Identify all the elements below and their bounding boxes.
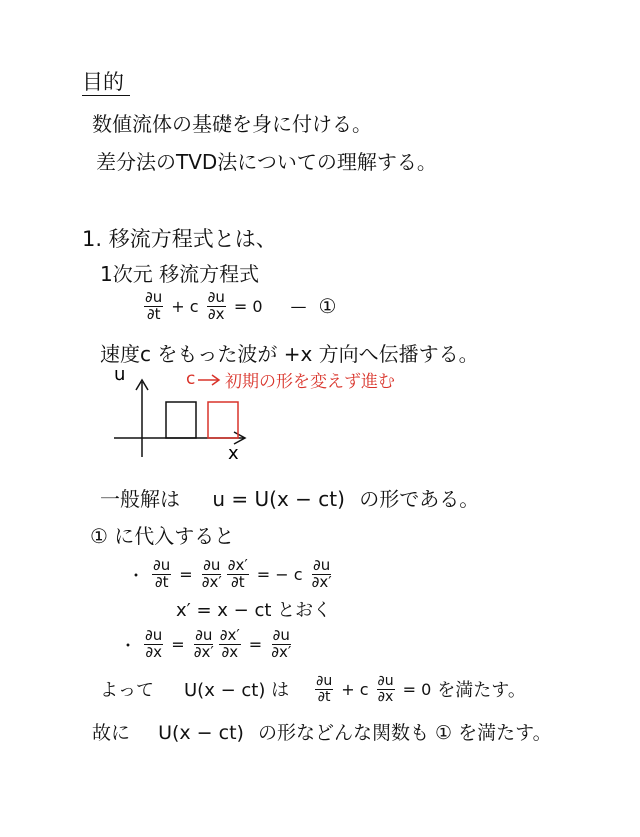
substitution-note: x′ = x − ct とおく (176, 600, 332, 621)
du-dx-fraction: $\frac{\partial u}{\partial x}$ (207, 288, 225, 323)
page-title: 目的 (82, 70, 130, 96)
du-dt-fraction: $\frac{\partial u}{\partial t}$ (145, 288, 163, 323)
equation-ref: ① (318, 294, 337, 319)
general-solution-formula: u = U(x − ct) (212, 487, 345, 511)
space-derivative-chain: ・ $\frac{\partial u}{\partial x}$ = $\frac{\partial u}{\partial x'}$ $\frac{\partial x'}{\partial x}$ = $\frac{\partial u}{\partial x'}$ (120, 626, 292, 661)
general-solution: 一般解は u = U(x − ct) の形である。 (100, 487, 480, 511)
goal-1: 数値流体の基礎を身に付ける。 (92, 112, 372, 136)
shifted-pulse (208, 402, 238, 438)
time-derivative-chain: ・ $\frac{\partial u}{\partial t}$ = $\frac{\partial u}{\partial x'}$ $\frac{\partial x'}{\partial t}$ = − c $\frac{\partial u}{\partial x'}$ (128, 556, 332, 591)
advection-equation (142, 290, 342, 323)
dash: — (290, 296, 307, 316)
u-axis-label: u (114, 364, 126, 385)
equals-zero: = 0 (233, 296, 263, 316)
x-axis-label: x (228, 443, 239, 464)
section-subheading: 1次元 移流方程式 (100, 262, 260, 286)
section-heading: 1. 移流方程式とは、 (82, 227, 277, 251)
substitution-intro: ① に代入すると (90, 524, 235, 548)
wave-diagram (100, 362, 430, 467)
shape-annotation: 初期の形を変えず進む (225, 372, 395, 392)
conclusion-satisfies: よって U(x − ct) は $\frac{\partial u}{\partial t}$ + c $\frac{\partial u}{\partial x}$ = 0 を満たす。 (100, 673, 526, 705)
c-label: c (186, 369, 196, 389)
plus-c: + c (171, 296, 199, 316)
propagation-text: 速度c をもった波が +x 方向へ伝播する。 (100, 342, 479, 366)
original-pulse (166, 402, 196, 438)
goal-2: 差分法のTVD法についての理解する。 (96, 150, 437, 174)
conclusion-general: 故に U(x − ct) の形などんな関数も ① を満たす。 (92, 722, 552, 744)
